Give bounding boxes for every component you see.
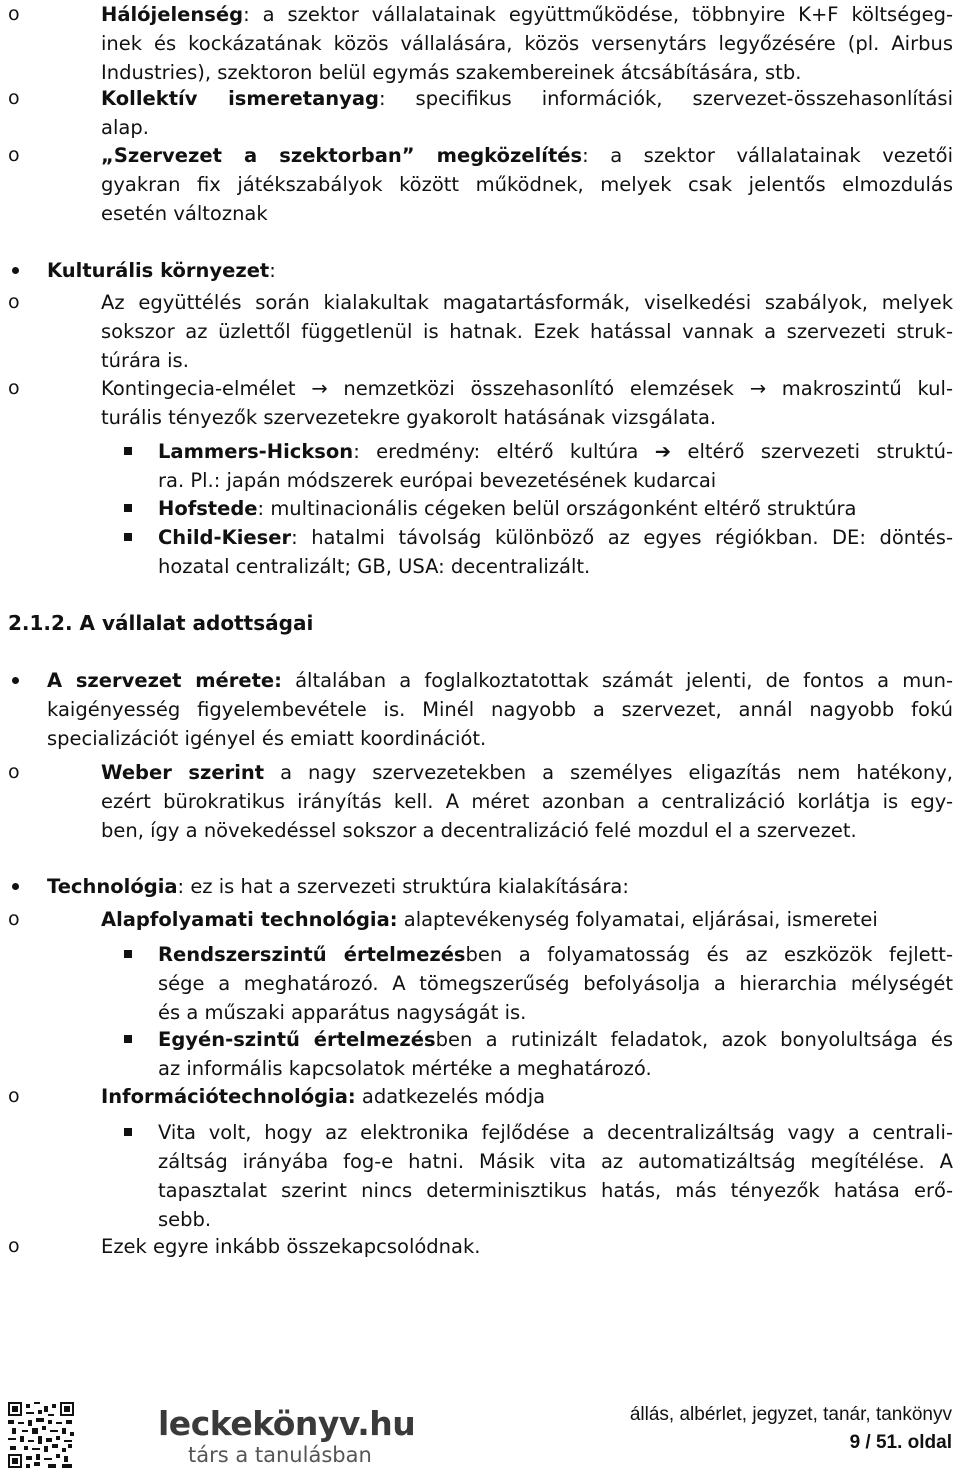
bold-term: Kollektív ismeretanyag [101, 87, 379, 110]
text-span: Vita volt, hogy az elektronika fejlődése a decentralizáltság vagy a centrali- [158, 1121, 953, 1144]
list-marker-circle: o [8, 761, 20, 783]
text-span: alaptevékenység folyamatai, eljárásai, ismeretei [397, 908, 878, 931]
text-line [101, 317, 953, 346]
text-line [158, 1025, 953, 1054]
text-line [158, 552, 953, 581]
text-line [101, 84, 953, 113]
text-line [101, 1232, 953, 1261]
text-span: sége a meghatározó. A tömegszerűség befolyásolja a hierarchia mélységét [158, 972, 953, 995]
text-line [101, 905, 953, 934]
text-line [158, 466, 953, 495]
text-span: kaigényesség figyelembevétele is. Minél nagyobb a szervezet, annál nagyobb fokú [47, 698, 953, 721]
text-span: alap. [101, 116, 149, 139]
list-marker-circle: o [8, 1085, 20, 1107]
text-line [158, 1205, 953, 1234]
text-span: ben a folyamatosság és az eszközök fejlett- [465, 943, 953, 966]
list-marker-circle: o [8, 1235, 20, 1257]
text-span: túrára is. [101, 349, 189, 372]
text-line [101, 758, 953, 787]
list-marker-circle: o [8, 87, 20, 109]
text-line [47, 666, 953, 695]
bold-term: Technológia [47, 875, 178, 898]
section-heading [8, 609, 953, 638]
list-marker-circle: o [8, 291, 20, 313]
text-line [158, 494, 953, 523]
list-marker-square [124, 1035, 132, 1043]
bold-term: Hofstede [158, 497, 258, 520]
text-span: általában a foglalkoztatottak számát jelenti, de fontos a mun- [281, 669, 953, 692]
text-line [47, 724, 953, 753]
text-span: a nagy szervezetekben a személyes eligazítás nem hatékony, [264, 761, 953, 784]
text-line [101, 170, 953, 199]
text-line [158, 998, 953, 1027]
text-line [158, 1147, 953, 1176]
list-marker-circle: o [8, 3, 20, 25]
text-span: turális tényezők szervezetekre gyakorolt hatásának vizsgálata. [101, 406, 717, 429]
page-number: 9 / 51. oldal [849, 1432, 952, 1453]
text-span: : multinacionális cégeken belül országonként eltérő struktúra [257, 497, 857, 520]
text-line [47, 695, 953, 724]
bold-term: Rendszerszintű értelmezés [158, 943, 466, 966]
text-span: Ezek egyre inkább összekapcsolódnak. [101, 1235, 481, 1258]
text-line [101, 1082, 953, 1111]
text-span: sebb. [158, 1208, 212, 1231]
text-line [158, 523, 953, 552]
bold-term: Weber szerint [101, 761, 265, 784]
text-line [101, 0, 953, 29]
list-marker-bullet [12, 677, 19, 684]
bold-term: Információtechnológia: [101, 1085, 356, 1108]
bold-term: Lammers-Hickson [158, 440, 354, 463]
logo-tagline: társ a tanulásban [188, 1443, 372, 1467]
text-line [158, 1118, 953, 1147]
qr-code-icon [8, 1402, 74, 1468]
text-span: és a műszaki apparátus nagyságát is. [158, 1001, 527, 1024]
text-line [101, 141, 953, 170]
text-line [47, 256, 953, 285]
bold-term: Alapfolyamati technológia: [101, 908, 398, 931]
text-span: : a szektor vállalatainak együttműködése, többnyire K+F költségeg- [243, 3, 953, 26]
text-line [101, 374, 953, 403]
text-span: : hatalmi távolság különböző az egyes régiókban. DE: döntés- [291, 526, 953, 549]
list-marker-square [124, 533, 132, 541]
text-line [101, 58, 953, 87]
text-line [158, 940, 953, 969]
list-marker-circle: o [8, 377, 20, 399]
bold-term: Egyén-szintű értelmezés [158, 1028, 436, 1051]
text-span: adatkezelés módja [355, 1085, 546, 1108]
bold-term: Kulturális környezet [47, 259, 270, 282]
text-span: Az együttélés során kialakultak magatartásformák, viselkedési szabályok, melyek [101, 291, 953, 314]
text-span: ben a rutinizált feladatok, azok bonyolultsága és [435, 1028, 953, 1051]
text-span: : a szektor vállalatainak vezetői [582, 144, 953, 167]
logo-text: leckekönyv.hu [158, 1404, 416, 1443]
text-line [101, 29, 953, 58]
text-line [101, 288, 953, 317]
text-span: záltság irányába fog-e hatni. Másik vita az automatizáltság megítélése. A [158, 1150, 953, 1173]
text-span: hozatal centralizált; GB, USA: decentralizált. [158, 555, 591, 578]
text-line [101, 403, 953, 432]
text-span: tapasztalat szerint nincs determinisztikus hatás, más tényezők hatása erő- [158, 1179, 953, 1202]
text-line [101, 816, 953, 845]
list-marker-square [124, 1128, 132, 1136]
text-span: : eredmény: eltérő kultúra ➔ eltérő szervezeti struktú- [353, 440, 953, 463]
list-marker-square [124, 950, 132, 958]
text-span: specializációt igényel és emiatt koordinációt. [47, 727, 487, 750]
text-line [101, 346, 953, 375]
text-span: : ez is hat a szervezeti struktúra kialakítására: [177, 875, 629, 898]
list-marker-square [124, 447, 132, 455]
text-line [158, 1176, 953, 1205]
list-marker-bullet [12, 267, 19, 274]
text-line [158, 437, 953, 466]
text-line [158, 1054, 953, 1083]
text-span: Industries), szektoron belül egymás szakembereinek átcsábítására, stb. [101, 61, 802, 84]
text-span: gyakran fix játékszabályok között működnek, melyek csak jelentős elmozdulás [101, 173, 953, 196]
footer-keywords: állás, albérlet, jegyzet, tanár, tankönyv [629, 1404, 952, 1425]
bold-term: 2.1.2. A vállalat adottságai [8, 611, 314, 635]
text-span: az informális kapcsolatok mértéke a meghatározó. [158, 1057, 652, 1080]
leckekonyv-logo [158, 1405, 415, 1467]
bold-term: Hálójelenség [101, 3, 244, 26]
text-span: : specifikus információk, szervezet-összehasonlítási [378, 87, 953, 110]
text-line [47, 872, 953, 901]
text-span: Kontingecia-elmélet → nemzetközi összehasonlító elemzések → makroszintű kul- [101, 377, 953, 400]
bold-term: „Szervezet a szektorban” megközelítés [101, 144, 583, 167]
text-line [158, 969, 953, 998]
list-marker-square [124, 504, 132, 512]
text-line [101, 787, 953, 816]
text-span: inek és kockázatának közös vállalására, közös versenytárs legyőzésére (pl. Airbus [101, 32, 953, 55]
list-marker-circle: o [8, 144, 20, 166]
text-span: sokszor az üzlettől függetlenül is hatnak. Ezek hatással vannak a szervezeti struk- [101, 320, 953, 343]
text-span: esetén változnak [101, 202, 268, 225]
list-marker-bullet [12, 883, 19, 890]
bold-term: Child-Kieser [158, 526, 292, 549]
text-span: ezért bürokratikus irányítás kell. A méret azonban a centralizáció korlátja is egy- [101, 790, 953, 813]
text-line [101, 113, 953, 142]
text-span: ra. Pl.: japán módszerek európai bevezetésének kudarcai [158, 469, 717, 492]
text-line [101, 199, 953, 228]
text-span: : [269, 259, 276, 282]
bold-term: A szervezet mérete: [47, 669, 282, 692]
text-span: ben, így a növekedéssel sokszor a decentralizáció felé mozdul el a szervezet. [101, 819, 857, 842]
list-marker-circle: o [8, 908, 20, 930]
